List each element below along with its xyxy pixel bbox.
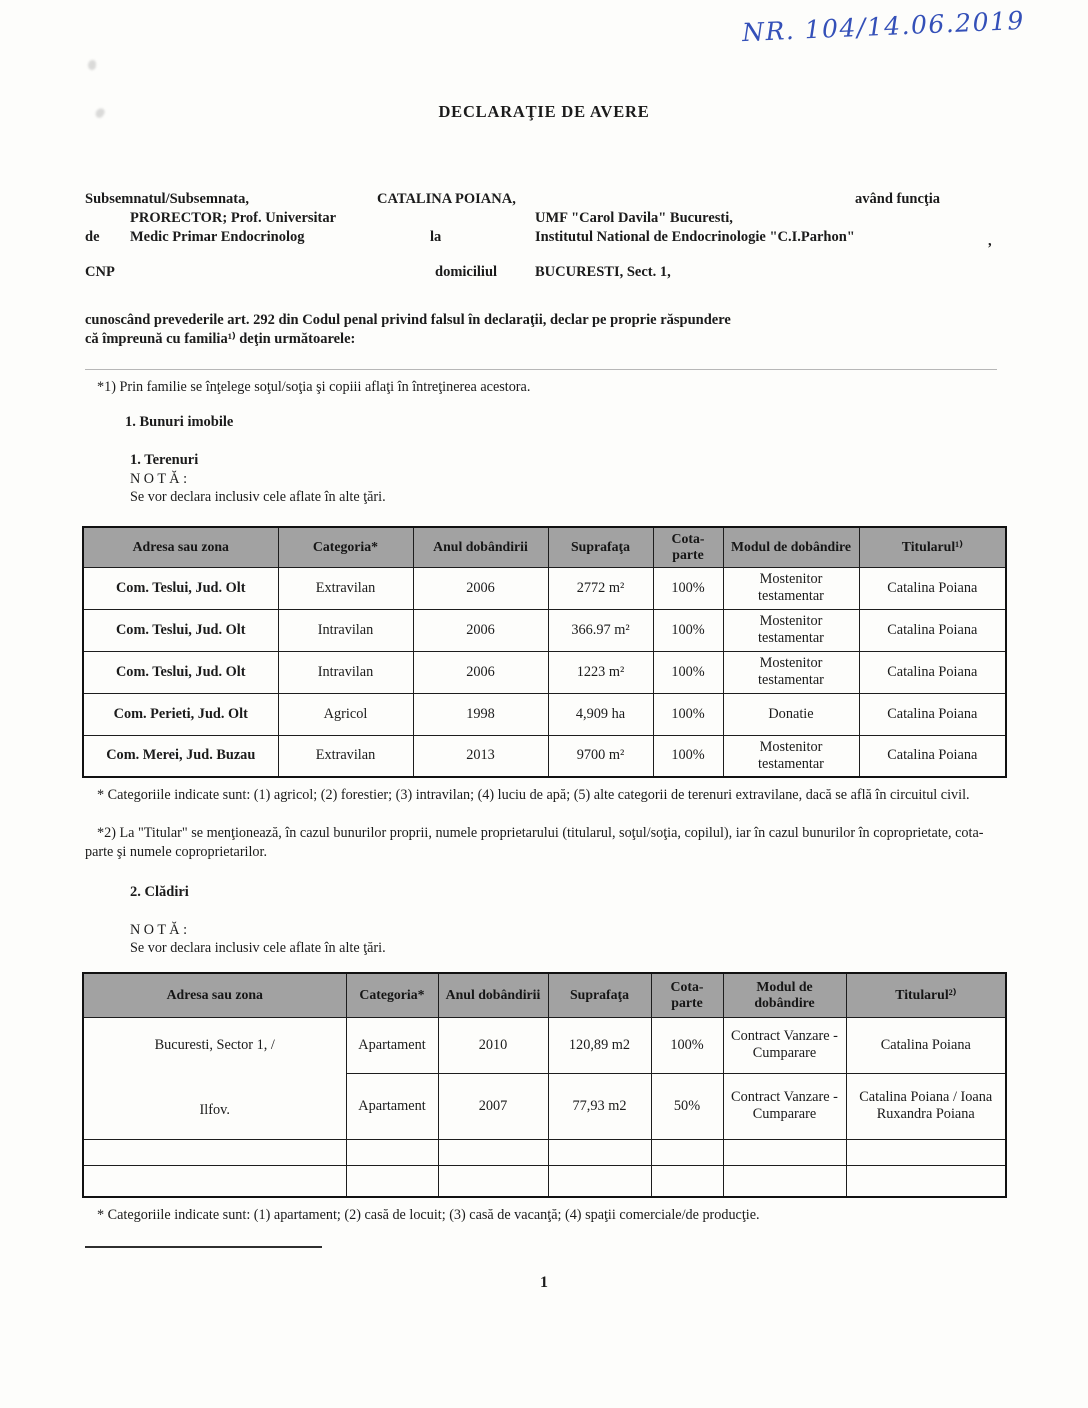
- cell-categoria: Intravilan: [278, 609, 413, 651]
- cladiri-note: * Categoriile indicate sunt: (1) apartament; (2) casă de locuit; (3) casă de vacanţă; (4) spaţii comerciale/de producţie.: [97, 1207, 760, 1223]
- declaration-line-1: cunoscând prevederile art. 292 din Codul penal privind falsul în declaraţii, declar pe proprie răspundere: [85, 312, 731, 328]
- cell-categoria: Apartament: [346, 1073, 438, 1139]
- cell-cota: 100%: [653, 567, 723, 609]
- declarant-name: CATALINA POIANA,: [377, 191, 516, 207]
- cell-modul: Mostenitor testamentar: [723, 609, 859, 651]
- cell-anul: 2006: [413, 609, 548, 651]
- cell-modul: Contract Vanzare - Cumparare: [723, 1017, 846, 1073]
- column-header-categoria: Categoria*: [278, 527, 413, 567]
- empty-cell: [651, 1165, 723, 1197]
- separator-rule: [85, 369, 997, 370]
- cell-titular: Catalina Poiana: [846, 1017, 1006, 1073]
- column-header-cota: Cota-parte: [653, 527, 723, 567]
- terenuri-note-1: * Categoriile indicate sunt: (1) agricol; (2) forestier; (3) intravilan; (4) luciu de apă; (5) alte categorii de terenuri extravilane, dacă se află în circuitul civil.: [97, 787, 970, 803]
- empty-cell: [723, 1139, 846, 1165]
- cnp-label: CNP: [85, 264, 115, 280]
- cell-adresa: Com. Merei, Jud. Buzau: [83, 735, 278, 777]
- domiciliul-value: BUCURESTI, Sect. 1,: [535, 264, 671, 280]
- handwritten-registration-number: NR. 104/14.06.2019: [741, 5, 1026, 48]
- cell-modul: Mostenitor testamentar: [723, 567, 859, 609]
- section-cladiri-heading: 2. Clădiri: [130, 884, 189, 900]
- empty-cell: [346, 1139, 438, 1165]
- column-header-suprafata: Suprafaţa: [548, 973, 651, 1017]
- cell-cota: 100%: [653, 693, 723, 735]
- la-label: la: [430, 229, 442, 245]
- cell-anul: 2013: [413, 735, 548, 777]
- empty-cell: [651, 1139, 723, 1165]
- nota-text: Se vor declara inclusiv cele aflate în alte ţări.: [130, 489, 386, 505]
- cell-suprafata: 120,89 m2: [548, 1017, 651, 1073]
- footnote-rule: [85, 1246, 322, 1248]
- cell-modul: Mostenitor testamentar: [723, 651, 859, 693]
- cladiri-table: [82, 972, 1007, 1198]
- cell-cota: 50%: [651, 1073, 723, 1139]
- cell-titular: Catalina Poiana: [859, 735, 1006, 777]
- cell-cota: 100%: [651, 1017, 723, 1073]
- column-header-titular: Titularul²⁾: [846, 973, 1006, 1017]
- cell-suprafata: 1223 m²: [548, 651, 653, 693]
- avand-functia-label: având funcţia: [855, 191, 941, 207]
- table-row: [83, 651, 1006, 693]
- column-header-suprafata: Suprafaţa: [548, 527, 653, 567]
- nota-label-2: N O T Ă :: [130, 922, 188, 938]
- table-row-empty: [83, 1165, 1006, 1197]
- cell-suprafata: 77,93 m2: [548, 1073, 651, 1139]
- domiciliul-label: domiciliul: [435, 264, 498, 280]
- address-line-1: Bucuresti, Sector 1, /: [154, 1037, 275, 1053]
- cell-categoria: Agricol: [278, 693, 413, 735]
- cell-adresa: Com. Teslui, Jud. Olt: [83, 651, 278, 693]
- empty-cell: [438, 1139, 548, 1165]
- family-footnote: *1) Prin familie se înţelege soţul/soţia şi copiii aflaţi în întreţinerea acestora.: [97, 379, 531, 395]
- cell-anul: 1998: [413, 693, 548, 735]
- column-header-anul: Anul dobândirii: [413, 527, 548, 567]
- table-row: [83, 567, 1006, 609]
- table-row: [83, 693, 1006, 735]
- empty-cell: [438, 1165, 548, 1197]
- cell-categoria: Extravilan: [278, 567, 413, 609]
- cell-adresa: Com. Perieti, Jud. Olt: [83, 693, 278, 735]
- terenuri-note-2: *2) La "Titular" se menţionează, în cazul bunurilor proprii, numele proprietarului (titularul, soţul/soţia, copilul), iar în cazul bunurilor în coproprietate, cota-parte şi numele coproprietarilor.: [85, 825, 984, 860]
- empty-cell: [548, 1139, 651, 1165]
- page-number: 1: [540, 1274, 548, 1291]
- cell-titular: Catalina Poiana: [859, 693, 1006, 735]
- cell-suprafata: 4,909 ha: [548, 693, 653, 735]
- cell-cota: 100%: [653, 735, 723, 777]
- declaration-line-2: că împreună cu familia¹⁾ deţin următoarele:: [85, 331, 356, 347]
- table-header-row: [83, 527, 1006, 567]
- institution-1: UMF "Carol Davila" Bucuresti,: [535, 210, 733, 226]
- table-row-empty: [83, 1139, 1006, 1165]
- document-title: DECLARAŢIE DE AVERE: [438, 102, 650, 121]
- section-bunuri-imobile-heading: 1. Bunuri imobile: [125, 414, 234, 430]
- address-line-2: Ilfov.: [199, 1102, 230, 1118]
- column-header-adresa: Adresa sau zona: [83, 527, 278, 567]
- cell-anul: 2010: [438, 1017, 548, 1073]
- cell-titular: Catalina Poiana: [859, 567, 1006, 609]
- column-header-categoria: Categoria*: [346, 973, 438, 1017]
- declarant-function-2: Medic Primar Endocrinolog: [130, 229, 305, 245]
- stray-comma: ,: [988, 233, 992, 249]
- empty-cell: [846, 1139, 1006, 1165]
- cell-anul: 2006: [413, 651, 548, 693]
- cell-adresa: Com. Teslui, Jud. Olt: [83, 609, 278, 651]
- cell-modul: Donatie: [723, 693, 859, 735]
- table-header-row: [83, 973, 1006, 1017]
- cell-titular: Catalina Poiana / Ioana Ruxandra Poiana: [846, 1073, 1006, 1139]
- nota-text-2: Se vor declara inclusiv cele aflate în alte ţări.: [130, 940, 386, 956]
- column-header-cota: Cota-parte: [651, 973, 723, 1017]
- cell-suprafata: 2772 m²: [548, 567, 653, 609]
- empty-cell: [548, 1165, 651, 1197]
- column-header-modul: Modul de dobândire: [723, 973, 846, 1017]
- nota-label: N O T Ă :: [130, 471, 188, 487]
- cell-titular: Catalina Poiana: [859, 651, 1006, 693]
- cell-cota: 100%: [653, 651, 723, 693]
- cell-anul: 2007: [438, 1073, 548, 1139]
- cell-categoria: Apartament: [346, 1017, 438, 1073]
- empty-cell: [346, 1165, 438, 1197]
- column-header-modul: Modul de dobândire: [723, 527, 859, 567]
- terenuri-table: [82, 526, 1007, 778]
- subsection-terenuri-heading: 1. Terenuri: [130, 452, 199, 468]
- column-header-anul: Anul dobândirii: [438, 973, 548, 1017]
- table-row: [83, 1017, 1006, 1073]
- cell-adresa-merged: [83, 1017, 346, 1139]
- cell-cota: 100%: [653, 609, 723, 651]
- table-row: [83, 735, 1006, 777]
- subsemnatul-label: Subsemnatul/Subsemnata,: [85, 191, 249, 207]
- cell-suprafata: 9700 m²: [548, 735, 653, 777]
- cell-categoria: Extravilan: [278, 735, 413, 777]
- scan-artifact: [88, 60, 96, 70]
- empty-cell: [846, 1165, 1006, 1197]
- institution-2: Institutul National de Endocrinologie "C.I.Parhon": [535, 229, 855, 245]
- cell-titular: Catalina Poiana: [859, 609, 1006, 651]
- cell-categoria: Intravilan: [278, 651, 413, 693]
- empty-cell: [83, 1139, 346, 1165]
- declarant-function: PRORECTOR; Prof. Universitar: [130, 210, 337, 226]
- de-label: de: [85, 229, 100, 245]
- cell-modul: Mostenitor testamentar: [723, 735, 859, 777]
- empty-cell: [723, 1165, 846, 1197]
- empty-cell: [83, 1165, 346, 1197]
- cell-anul: 2006: [413, 567, 548, 609]
- column-header-titular: Titularul¹⁾: [859, 527, 1006, 567]
- column-header-adresa: Adresa sau zona: [83, 973, 346, 1017]
- cell-adresa: Com. Teslui, Jud. Olt: [83, 567, 278, 609]
- cell-suprafata: 366.97 m²: [548, 609, 653, 651]
- table-row: [83, 609, 1006, 651]
- cell-modul: Contract Vanzare - Cumparare: [723, 1073, 846, 1139]
